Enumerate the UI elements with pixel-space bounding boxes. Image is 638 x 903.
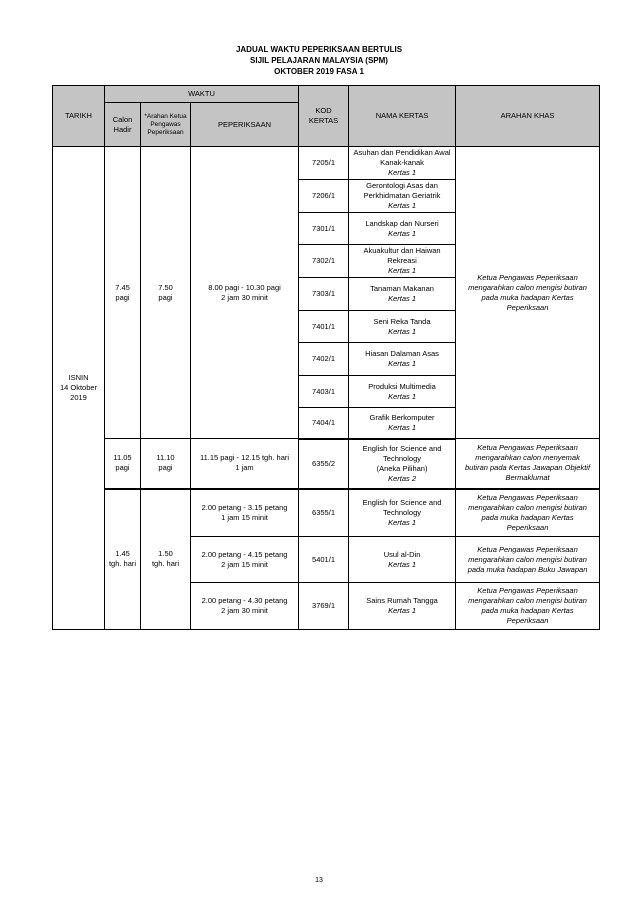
header-tarikh: TARIKH: [53, 86, 105, 147]
peperiksaan-cell: 8.00 pagi - 10.30 pagi 2 jam 30 minit: [191, 147, 299, 439]
header-peperiksaan: PEPERIKSAAN: [191, 103, 299, 147]
page-number: 13: [315, 877, 323, 884]
paper-name: Grafik Berkomputer Kertas 1: [349, 408, 456, 439]
arahan-khas-cell: Ketua Pengawas Peperiksaan mengarahkan calon menyemak butiran pada Kertas Jawapan Objektif Bermaklumat: [456, 439, 600, 489]
paper-code: 6355/2: [299, 439, 349, 489]
peperiksaan-cell: 2.00 petang - 3.15 petang 1 jam 15 minit: [191, 489, 299, 537]
header-arahan-khas: ARAHAN KHAS: [456, 86, 600, 147]
paper-code: 6355/1: [299, 489, 349, 537]
paper-code: 7403/1: [299, 376, 349, 408]
arahan-ketua-cell: 11.10 pagi: [141, 439, 191, 489]
arahan-khas-cell: Ketua Pengawas Peperiksaan mengarahkan calon mengisi butiran pada muka hadapan Buku Jawapan: [456, 537, 600, 583]
arahan-khas-cell: Ketua Pengawas Peperiksaan mengarahkan calon mengisi butiran pada muka hadapan Kertas Peperiksaan: [456, 583, 600, 630]
table-row: [53, 147, 600, 180]
arahan-khas-cell: Ketua Pengawas Peperiksaan mengarahkan calon mengisi butiran pada muka hadapan Kertas Peperiksaan: [456, 489, 600, 537]
paper-name: English for Science and Technology Kertas 1: [349, 489, 456, 537]
paper-name: Asuhan dan Pendidikan Awal Kanak-kanak Kertas 1: [349, 147, 456, 180]
paper-name: Hiasan Dalaman Asas Kertas 1: [349, 343, 456, 376]
paper-name: English for Science and Technology (Aneka Pilihan) Kertas 2: [349, 439, 456, 489]
arahan-khas-cell: Ketua Pengawas Peperiksaan mengarahkan calon mengisi butiran pada muka hadapan Kertas Peperiksaan: [456, 147, 600, 439]
paper-name: Sains Rumah Tangga Kertas 1: [349, 583, 456, 630]
paper-name: Gerontologi Asas dan Perkhidmatan Geriatrik Kertas 1: [349, 180, 456, 213]
paper-name: Produksi Multimedia Kertas 1: [349, 376, 456, 408]
header-waktu: WAKTU: [105, 86, 299, 103]
paper-code: 7206/1: [299, 180, 349, 213]
paper-code: 5401/1: [299, 537, 349, 583]
paper-code: 7402/1: [299, 343, 349, 376]
heading-line-3: OKTOBER 2019 FASA 1: [274, 67, 364, 76]
paper-code: 7301/1: [299, 213, 349, 245]
table-row: [53, 489, 600, 537]
calon-hadir-cell: 1.45 tgh. hari: [105, 489, 141, 630]
header-arahan-ketua: *Arahan Ketua Pengawas Peperiksaan: [141, 103, 191, 147]
arahan-ketua-cell: 1.50 tgh. hari: [141, 489, 191, 630]
peperiksaan-cell: 2.00 petang - 4.15 petang 2 jam 15 minit: [191, 537, 299, 583]
paper-name: Akuakultur dan Haiwan Rekreasi Kertas 1: [349, 245, 456, 278]
heading-line-1: JADUAL WAKTU PEPERIKSAAN BERTULIS: [235, 45, 403, 54]
paper-name: Landskap dan Nurseri Kertas 1: [349, 213, 456, 245]
peperiksaan-cell: 2.00 petang - 4.30 petang 2 jam 30 minit: [191, 583, 299, 630]
document-heading: [0, 44, 638, 77]
exam-timetable: [52, 85, 600, 630]
header-nama-kertas: NAMA KERTAS: [349, 86, 456, 147]
table-row: [53, 439, 600, 489]
paper-code: 7205/1: [299, 147, 349, 180]
date-cell: ISNIN 14 Oktober 2019: [53, 147, 105, 630]
paper-code: 7303/1: [299, 278, 349, 311]
heading-line-2: SIJIL PELAJARAN MALAYSIA (SPM): [250, 56, 388, 65]
paper-code: 3769/1: [299, 583, 349, 630]
arahan-ketua-cell: 7.50 pagi: [141, 147, 191, 439]
calon-hadir-cell: 11.05 pagi: [105, 439, 141, 489]
header-kod-kertas: KOD KERTAS: [299, 86, 349, 147]
paper-name: Tanaman Makanan Kertas 1: [349, 278, 456, 311]
header-calon-hadir: Calon Hadir: [105, 103, 141, 147]
paper-name: Usul al-Din Kertas 1: [349, 537, 456, 583]
calon-hadir-cell: 7.45 pagi: [105, 147, 141, 439]
peperiksaan-cell: 11.15 pagi - 12.15 tgh. hari 1 jam: [191, 439, 299, 489]
paper-code: 7404/1: [299, 408, 349, 439]
paper-code: 7302/1: [299, 245, 349, 278]
paper-code: 7401/1: [299, 311, 349, 343]
paper-name: Seni Reka Tanda Kertas 1: [349, 311, 456, 343]
